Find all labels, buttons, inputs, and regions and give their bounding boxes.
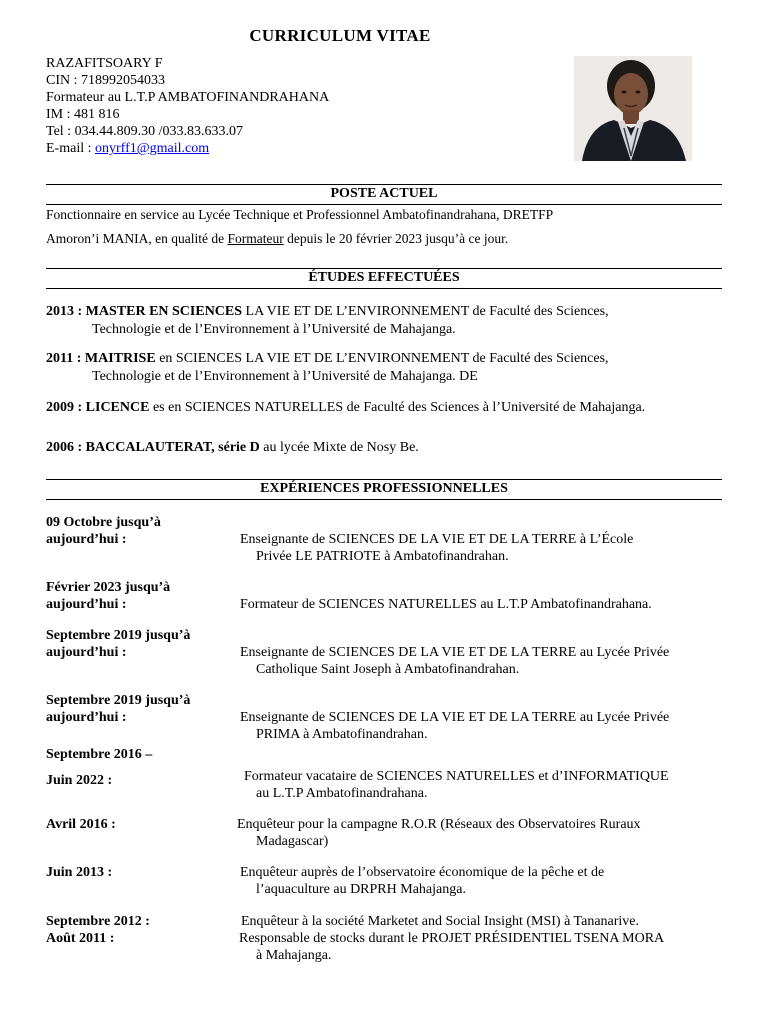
- experience-text-cont: Madagascar): [256, 834, 329, 849]
- experience-date-line: aujourd’hui :: [46, 532, 127, 547]
- page-title: CURRICULUM VITAE: [249, 26, 431, 45]
- experience-text: Enseignante de SCIENCES DE LA VIE ET DE LA TERRE au Lycée Privée: [240, 645, 670, 660]
- experience-description: [241, 913, 639, 930]
- contact-im: IM : 481 816: [46, 107, 120, 122]
- edu-year: 2013 :: [46, 304, 86, 319]
- experience-text: Formateur vacataire de SCIENCES NATURELLES et d’INFORMATIQUE: [244, 769, 669, 784]
- experience-date: [46, 692, 190, 726]
- experience-date: [46, 742, 152, 794]
- experience-description: [244, 768, 669, 802]
- experience-date-line: Juin 2022 :: [46, 773, 113, 788]
- experience-date: [46, 913, 150, 930]
- experience-text-cont: à Mahajanga.: [256, 948, 332, 963]
- edu-degree: : LICENCE: [74, 400, 150, 415]
- experience-date-line: Septembre 2019 jusqu’à: [46, 628, 191, 643]
- experience-date-line: 09 Octobre jusqu’à: [46, 515, 161, 530]
- section-title-experiences: EXPÉRIENCES PROFESSIONNELLES: [260, 481, 508, 496]
- experience-date-line: aujourd’hui :: [46, 597, 127, 612]
- experience-date-line: Avril 2016 :: [46, 817, 116, 832]
- edu-details: es en SCIENCES NATURELLES de Faculté des Sciences à l’Université de Mahajanga.: [149, 400, 646, 415]
- divider: [46, 184, 722, 185]
- experience-text-cont: PRIMA à Ambatofinandrahan.: [256, 727, 428, 742]
- experience-text: Enseignante de SCIENCES DE LA VIE ET DE LA TERRE au Lycée Privée: [240, 710, 670, 725]
- experience-description: [240, 596, 652, 613]
- experience-date: [46, 864, 112, 881]
- experience-date-line: Septembre 2016 –: [46, 747, 153, 762]
- section-title-etudes: ÉTUDES EFFECTUÉES: [308, 270, 460, 285]
- edu-details: LA VIE ET DE L’ENVIRONNEMENT de Faculté des Sciences,: [242, 304, 609, 319]
- education-item: [46, 439, 736, 457]
- poste-text: Amoron’i MANIA, en qualité de: [46, 231, 228, 246]
- experience-date: [46, 816, 116, 833]
- poste-role: Formateur: [227, 231, 284, 246]
- contact-job: Formateur au L.T.P AMBATOFINANDRAHANA: [46, 90, 330, 105]
- edu-year: 2009: [46, 400, 74, 415]
- edu-degree: MASTER EN SCIENCES: [85, 304, 243, 319]
- poste-text-end: depuis le 20 février 2023 jusqu’à ce jour.: [283, 231, 509, 246]
- experience-description: [240, 531, 633, 565]
- section-title-poste: POSTE ACTUEL: [330, 186, 438, 201]
- email-label: E-mail :: [46, 141, 95, 156]
- experience-text: Enseignante de SCIENCES DE LA VIE ET DE LA TERRE à L’École: [240, 532, 634, 547]
- edu-details-cont: Technologie et de l’Environnement à l’Université de Mahajanga.: [92, 322, 456, 337]
- edu-year: 2011 :: [46, 351, 85, 366]
- edu-details: au lycée Mixte de Nosy Be.: [259, 440, 419, 455]
- profile-photo: [574, 56, 692, 161]
- experience-description: [239, 930, 664, 964]
- divider: [46, 288, 722, 289]
- poste-line-2: [46, 230, 726, 248]
- portrait-image: [574, 56, 692, 161]
- experience-text: Enquêteur pour la campagne R.O.R (Réseaux des Observatoires Ruraux: [237, 817, 641, 832]
- experience-date-line: aujourd’hui :: [46, 645, 127, 660]
- contact-cin: CIN : 718992054033: [46, 73, 165, 88]
- experience-date-line: Juin 2013 :: [46, 865, 113, 880]
- experience-description: [240, 644, 669, 678]
- experience-text-cont: Privée LE PATRIOTE à Ambatofinandrahan.: [256, 549, 509, 564]
- edu-degree: MAITRISE: [84, 351, 156, 366]
- education-item: [46, 399, 736, 417]
- experience-date: [46, 627, 190, 661]
- experience-text: Enquêteur auprès de l’observatoire économique de la pêche et de: [240, 865, 605, 880]
- contact-block: [46, 55, 329, 157]
- experience-date-line: Septembre 2019 jusqu’à: [46, 693, 191, 708]
- contact-name: RAZAFITSOARY F: [46, 56, 163, 71]
- edu-details: en SCIENCES LA VIE ET DE L’ENVIRONNEMENT de Faculté des Sciences,: [155, 351, 609, 366]
- experience-description: [240, 709, 669, 743]
- experience-text-cont: Catholique Saint Joseph à Ambatofinandrahan.: [256, 662, 520, 677]
- edu-details-cont: Technologie et de l’Environnement à l’Université de Mahajanga. DE: [92, 369, 478, 384]
- experience-text-cont: l’aquaculture au DRPRH Mahajanga.: [256, 882, 466, 897]
- divider: [46, 268, 722, 269]
- experience-text: Responsable de stocks durant le PROJET PRÉSIDENTIEL TSENA MORA: [239, 931, 665, 946]
- education-item: [46, 350, 736, 386]
- email-link[interactable]: onyrff1@gmail.com: [95, 141, 210, 156]
- experience-text: Enquêteur à la société Marketet and Social Insight (MSI) à Tananarive.: [241, 914, 640, 929]
- experience-date: [46, 930, 114, 947]
- poste-line-1: Fonctionnaire en service au Lycée Technique et Professionnel Ambatofinandrahana, DRETFP: [46, 207, 554, 222]
- education-item: [46, 303, 736, 339]
- contact-email-row: [46, 140, 329, 157]
- experience-date-line: aujourd’hui :: [46, 710, 127, 725]
- divider: [46, 204, 722, 205]
- experience-date-line: Août 2011 :: [46, 931, 115, 946]
- experience-text-cont: au L.T.P Ambatofinandrahana.: [256, 786, 428, 801]
- experience-description: [237, 816, 641, 850]
- experience-date-line: Septembre 2012 :: [46, 914, 150, 929]
- experience-description: [240, 864, 604, 898]
- divider: [46, 499, 722, 500]
- contact-tel: Tel : 034.44.809.30 /033.83.633.07: [46, 124, 243, 139]
- edu-year: 2006 :: [46, 440, 86, 455]
- experience-text: Formateur de SCIENCES NATURELLES au L.T.P Ambatofinandrahana.: [240, 597, 652, 612]
- edu-degree: BACCALAUTERAT, série D: [85, 440, 260, 455]
- divider: [46, 479, 722, 480]
- experience-date-line: Février 2023 jusqu’à: [46, 580, 171, 595]
- experience-date: [46, 579, 170, 613]
- experience-date: [46, 514, 161, 548]
